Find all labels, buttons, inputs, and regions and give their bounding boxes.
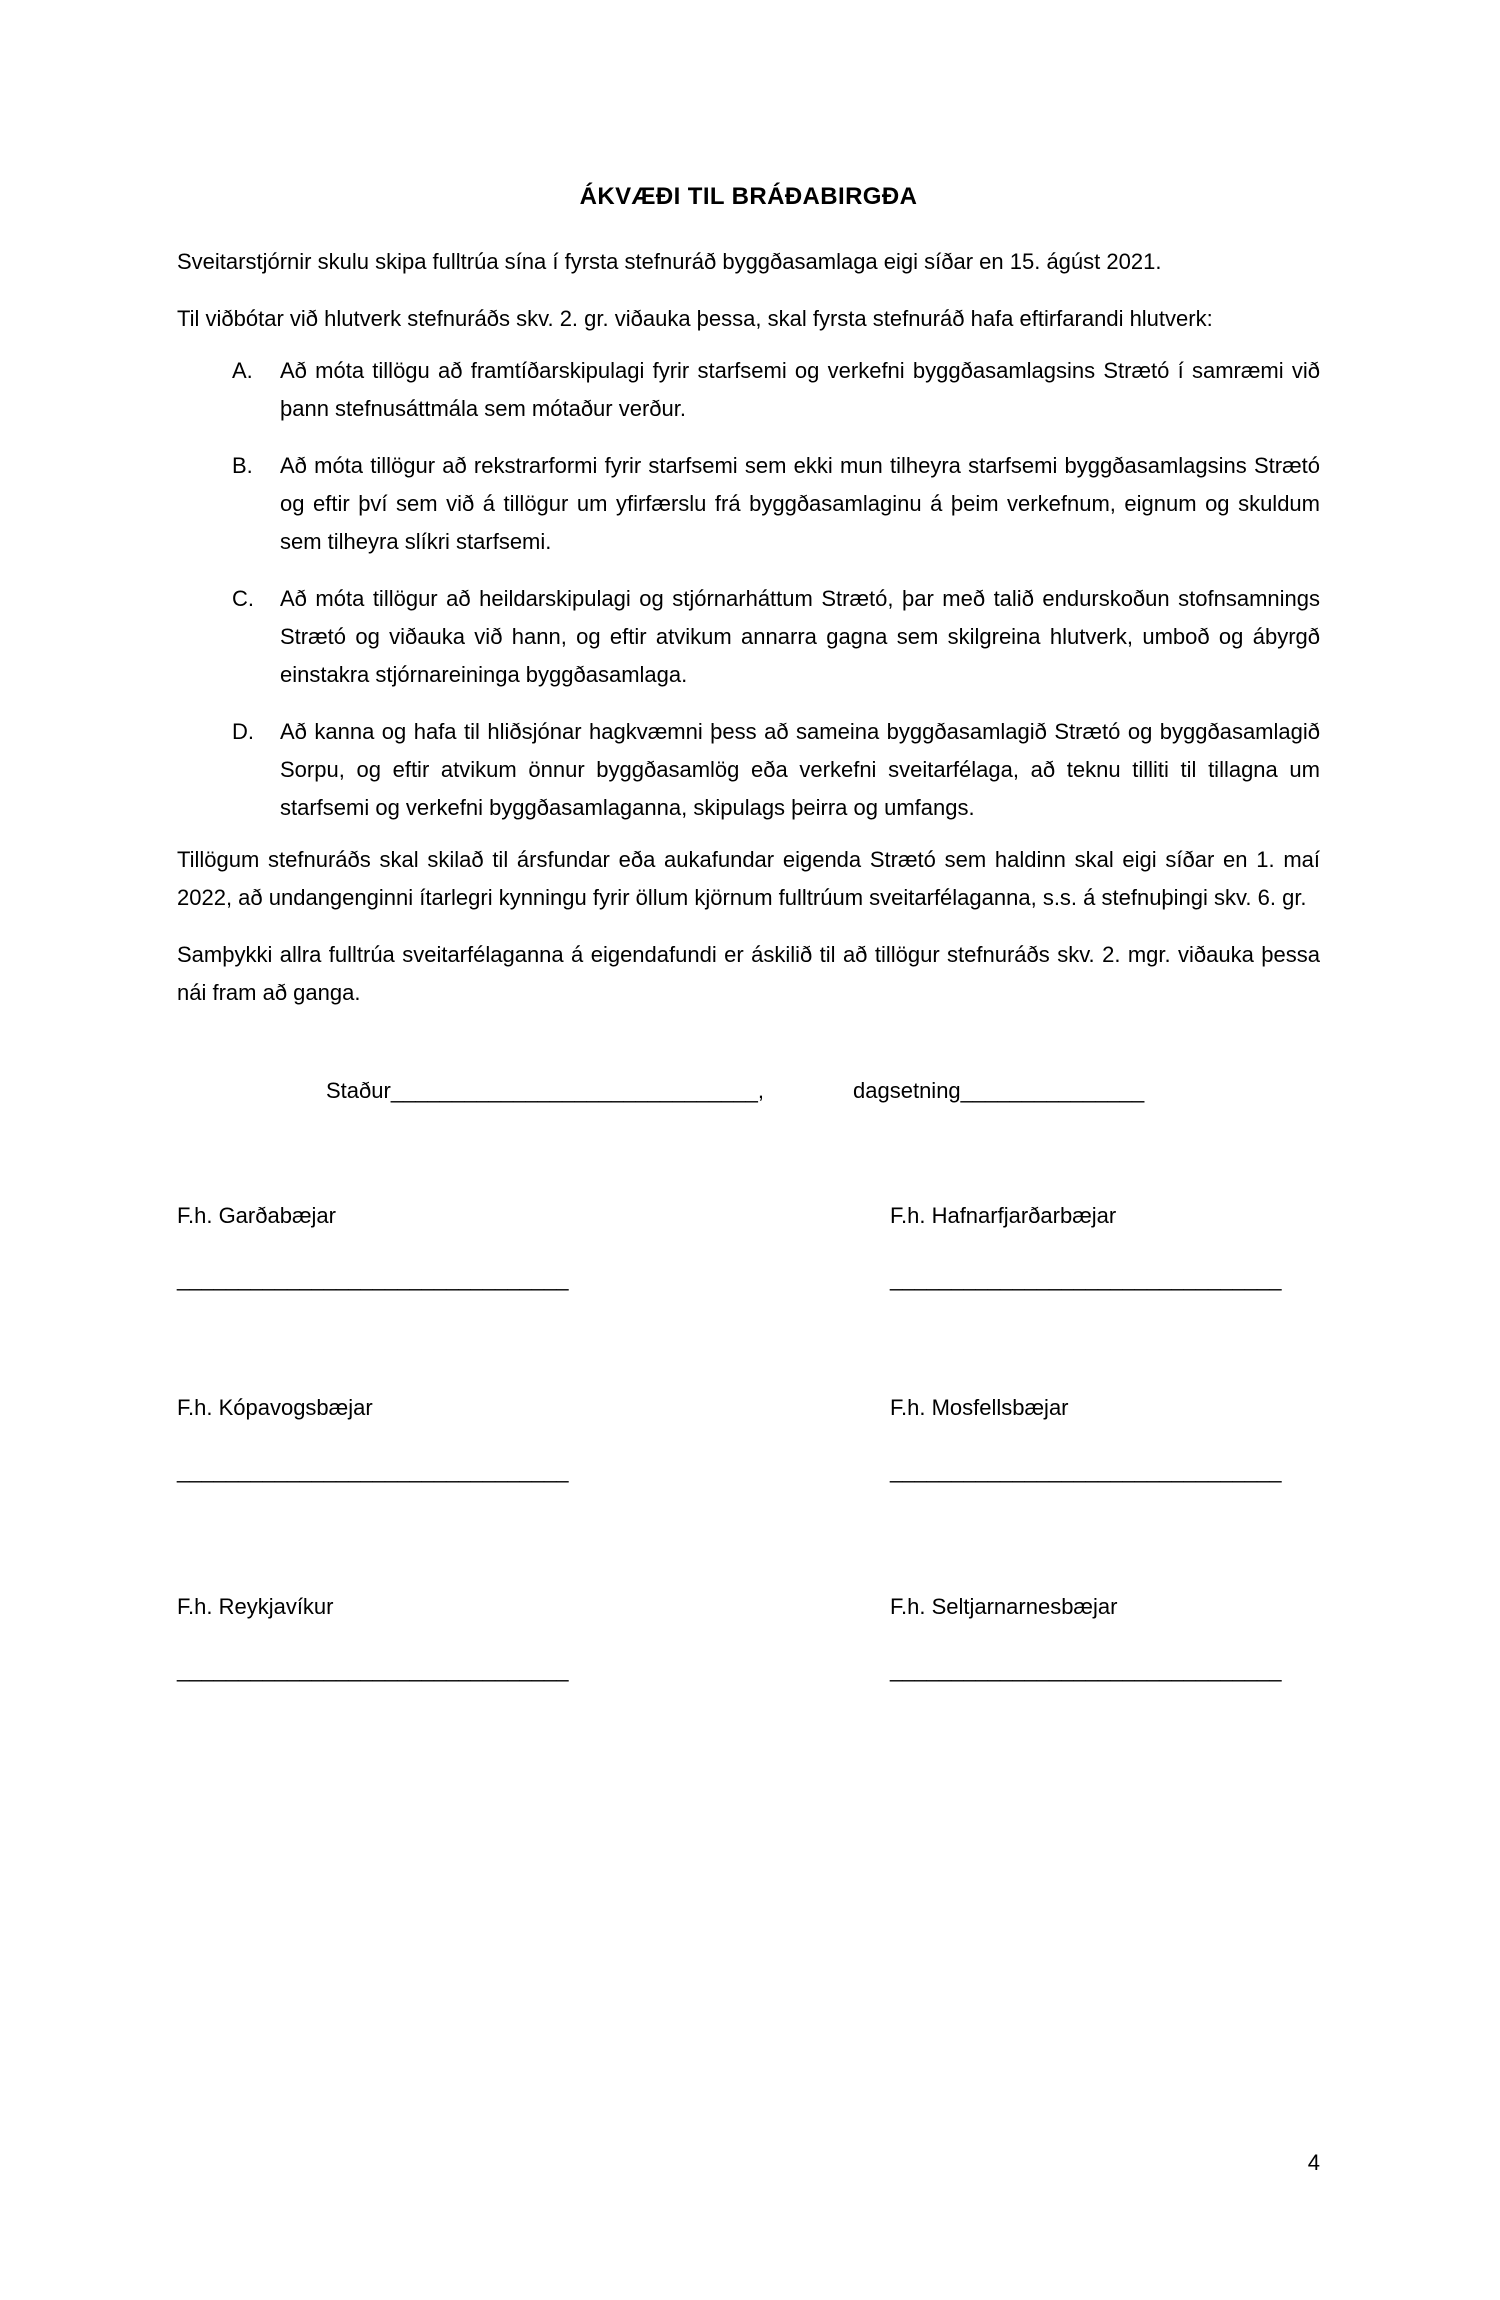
paragraph-roles-intro: Til viðbótar við hlutverk stefnuráðs skv. 2. gr. viðauka þessa, skal fyrsta stefnuráð hafa eftirfarandi hlutverk: [177, 306, 1213, 331]
signature-label-seltjarnarnes: F.h. Seltjarnarnesbæjar [890, 1594, 1118, 1619]
signature-line-gardabaer: ________________________________ [177, 1266, 569, 1291]
signature-block-mosfellsbaer [890, 1389, 1320, 1490]
signature-row-1 [177, 1197, 1320, 1298]
signature-label-mosfellsbaer: F.h. Mosfellsbæjar [890, 1395, 1069, 1420]
signature-label-reykjavik: F.h. Reykjavíkur [177, 1594, 334, 1619]
signature-line-seltjarnarnes: ________________________________ [890, 1657, 1282, 1682]
paragraph-approval: Samþykki allra fulltrúa sveitarfélaganna á eigendafundi er áskilið til að tillögur stefnuráðs skv. 2. mgr. viðauka þessa nái fram að ganga. [177, 942, 1320, 1005]
list-item-b [232, 447, 1320, 561]
signature-row-3 [177, 1588, 1320, 1689]
list-text-a: Að móta tillögu að framtíðarskipulagi fyrir starfsemi og verkefni byggðasamlagsins Strætó í samræmi við þann stefnusáttmála sem mótaður verður. [280, 358, 1320, 421]
date-fill-line: _______________ [960, 1078, 1145, 1103]
date-label-text: dagsetning [853, 1078, 961, 1103]
paragraph-deadline: Tillögum stefnuráðs skal skilað til ársfundar eða aukafundar eigenda Strætó sem haldinn skal eigi síðar en 1. maí 2022, að undangenginni ítarlegri kynningu fyrir öllum kjörnum fulltrúum sveitarfélaganna, s.s. á stefnuþingi skv. 6. gr. [177, 847, 1320, 910]
list-marker-c: C. [232, 586, 254, 611]
list-item-a [232, 352, 1320, 428]
list-text-d: Að kanna og hafa til hliðsjónar hagkvæmni þess að sameina byggðasamlagið Strætó og byggðasamlagið Sorpu, og eftir atvikum önnur byggðasamlög eða verkefni sveitarfélaga, að teknu tilliti til tillagna um starfsemi og verkefni byggðasamlaganna, skipulags þeirra og umfangs. [280, 719, 1320, 820]
list-marker-d: D. [232, 719, 254, 744]
lettered-list [177, 352, 1320, 827]
signature-line-kopavogur: ________________________________ [177, 1458, 569, 1483]
list-marker-b: B. [232, 453, 253, 478]
list-text-c: Að móta tillögur að heildarskipulagi og stjórnarháttum Strætó, þar með talið endurskoðun stofnsamnings Strætó og viðauka við hann, og eftir atvikum annarra gagna sem skilgreina hlutverk, umboð og ábyrgð einstakra stjórnareininga byggðasamlaga. [280, 586, 1320, 687]
signature-section [177, 1197, 1320, 1689]
signature-block-reykjavik [177, 1588, 890, 1689]
signature-block-gardabaer [177, 1197, 890, 1298]
list-marker-a: A. [232, 358, 253, 383]
list-item-d [232, 713, 1320, 827]
signature-row-2 [177, 1389, 1320, 1490]
date-label [853, 1078, 1144, 1103]
document-page [0, 178, 1500, 1689]
signature-label-kopavogur: F.h. Kópavogsbæjar [177, 1395, 373, 1420]
page-title: ÁKVÆÐI TIL BRÁÐABIRGÐA [579, 183, 918, 210]
signature-label-gardabaer: F.h. Garðabæjar [177, 1203, 336, 1228]
paragraph-intro: Sveitarstjórnir skulu skipa fulltrúa sína í fyrsta stefnuráð byggðasamlaga eigi síðar en 15. ágúst 2021. [177, 249, 1162, 274]
signature-label-hafnarfjordur: F.h. Hafnarfjarðarbæjar [890, 1203, 1117, 1228]
place-label [326, 1078, 764, 1103]
signature-line-hafnarfjordur: ________________________________ [890, 1266, 1282, 1291]
signature-line-reykjavik: ________________________________ [177, 1657, 569, 1682]
list-item-c [232, 580, 1320, 694]
place-date-row [177, 1072, 1320, 1110]
signature-block-seltjarnarnes [890, 1588, 1320, 1689]
page-number: 4 [1307, 2150, 1320, 2175]
place-label-text: Staður [326, 1078, 391, 1103]
signature-block-hafnarfjordur [890, 1197, 1320, 1298]
signature-block-kopavogur [177, 1389, 890, 1490]
place-fill-line: ______________________________, [390, 1078, 765, 1103]
signature-line-mosfellsbaer: ________________________________ [890, 1458, 1282, 1483]
list-text-b: Að móta tillögur að rekstrarformi fyrir starfsemi sem ekki mun tilheyra starfsemi byggðasamlagsins Strætó og eftir því sem við á tillögur um yfirfærslu frá byggðasamlaginu á þeim verkefnum, eignum og skuldum sem tilheyra slíkri starfsemi. [280, 453, 1320, 554]
